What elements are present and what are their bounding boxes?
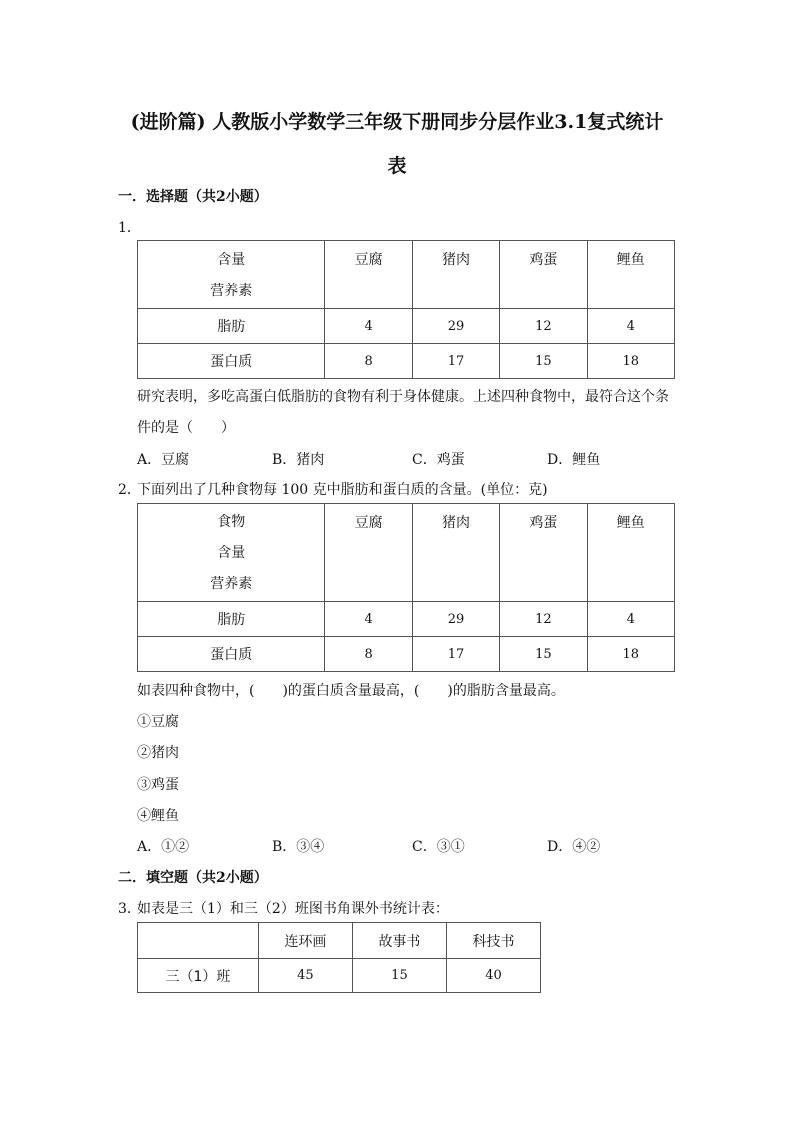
column-header: 豆腐 (325, 241, 412, 309)
table-corner-cell (138, 504, 325, 602)
table-cell: 40 (446, 959, 540, 993)
column-header: 连环画 (258, 923, 352, 959)
column-header: 鸡蛋 (500, 241, 587, 309)
table-header-row (138, 504, 675, 602)
table-corner-cell (138, 241, 325, 309)
question-2-text: 如表四种食物中，( )的蛋白质含量最高，( )的脂肪含量最高。 (137, 683, 565, 699)
question-2-intro: 下面列出了几种食物每 100 克中脂肪和蛋白质的含量。(单位：克) (137, 482, 548, 498)
column-header: 鸡蛋 (500, 504, 587, 602)
choice-option-a[interactable]: A．①② (137, 839, 190, 855)
question-2-item: ④鲤鱼 (137, 808, 179, 824)
table-cell: 17 (412, 344, 499, 379)
question-1-number: 1． (118, 220, 141, 236)
question-1-table (137, 240, 675, 379)
table-cell: 45 (258, 959, 352, 993)
table-cell: 18 (587, 344, 674, 379)
section-heading-fill-in: 二．填空题（共2小题） (118, 870, 268, 886)
column-header: 鲤鱼 (587, 504, 674, 602)
corner-label: 营养素 (210, 576, 253, 592)
question-3-intro: 如表是三（1）和三（2）班图书角课外书统计表： (137, 901, 449, 917)
table-cell: 17 (412, 637, 499, 672)
question-1-text: 件的是（ ） (137, 420, 235, 436)
row-label: 脂肪 (138, 602, 325, 637)
row-label: 蛋白质 (138, 637, 325, 672)
table-row (138, 602, 675, 637)
choice-option-b[interactable]: B．猪肉 (272, 452, 325, 468)
table-cell: 8 (325, 344, 412, 379)
question-2-item: ③鸡蛋 (137, 777, 179, 793)
table-corner-cell (138, 923, 259, 959)
table-cell: 4 (587, 602, 674, 637)
table-cell: 15 (352, 959, 446, 993)
table-cell: 4 (325, 309, 412, 344)
table-cell: 29 (412, 602, 499, 637)
table-cell: 4 (325, 602, 412, 637)
question-2-table (137, 503, 675, 672)
table-header-row (138, 241, 675, 309)
table-cell: 8 (325, 637, 412, 672)
corner-label: 含量 (217, 545, 246, 561)
question-3-number: 3． (118, 901, 141, 917)
document-title (110, 100, 684, 188)
corner-label: 食物 (217, 514, 246, 530)
question-1-text: 研究表明，多吃高蛋白低脂肪的食物有利于身体健康。上述四种食物中，最符合这个条 (137, 389, 669, 405)
choice-option-d[interactable]: D．④② (547, 839, 601, 855)
table-header-row (138, 923, 541, 959)
question-2-item: ①豆腐 (137, 714, 179, 730)
table-cell: 12 (500, 309, 587, 344)
row-label: 脂肪 (138, 309, 325, 344)
table-cell: 15 (500, 637, 587, 672)
table-row (138, 637, 675, 672)
table-row (138, 959, 541, 993)
choice-option-a[interactable]: A．豆腐 (137, 452, 190, 468)
table-cell: 29 (412, 309, 499, 344)
choice-option-c[interactable]: C．鸡蛋 (412, 452, 465, 468)
row-label: 蛋白质 (138, 344, 325, 379)
table-cell: 18 (587, 637, 674, 672)
table-cell: 12 (500, 602, 587, 637)
table-cell: 15 (500, 344, 587, 379)
table-row (138, 344, 675, 379)
column-header: 鲤鱼 (587, 241, 674, 309)
choice-option-d[interactable]: D．鲤鱼 (547, 452, 601, 468)
corner-label: 含量 (217, 252, 246, 268)
title-line-1: (进阶篇) 人教版小学数学三年级下册同步分层作业3.1复式统计 (130, 111, 664, 133)
choice-option-c[interactable]: C．③① (412, 839, 465, 855)
column-header: 猪肉 (412, 241, 499, 309)
row-label: 三（1）班 (138, 959, 259, 993)
column-header: 猪肉 (412, 504, 499, 602)
title-line-2: 表 (387, 155, 407, 177)
column-header: 故事书 (352, 923, 446, 959)
section-heading-choice: 一．选择题（共2小题） (118, 189, 268, 205)
table-row (138, 309, 675, 344)
choice-option-b[interactable]: B．③④ (272, 839, 325, 855)
column-header: 科技书 (446, 923, 540, 959)
table-cell: 4 (587, 309, 674, 344)
question-2-number: 2． (118, 482, 141, 498)
question-3-table (137, 922, 541, 993)
column-header: 豆腐 (325, 504, 412, 602)
question-2-item: ②猪肉 (137, 745, 179, 761)
corner-label: 营养素 (210, 283, 253, 299)
